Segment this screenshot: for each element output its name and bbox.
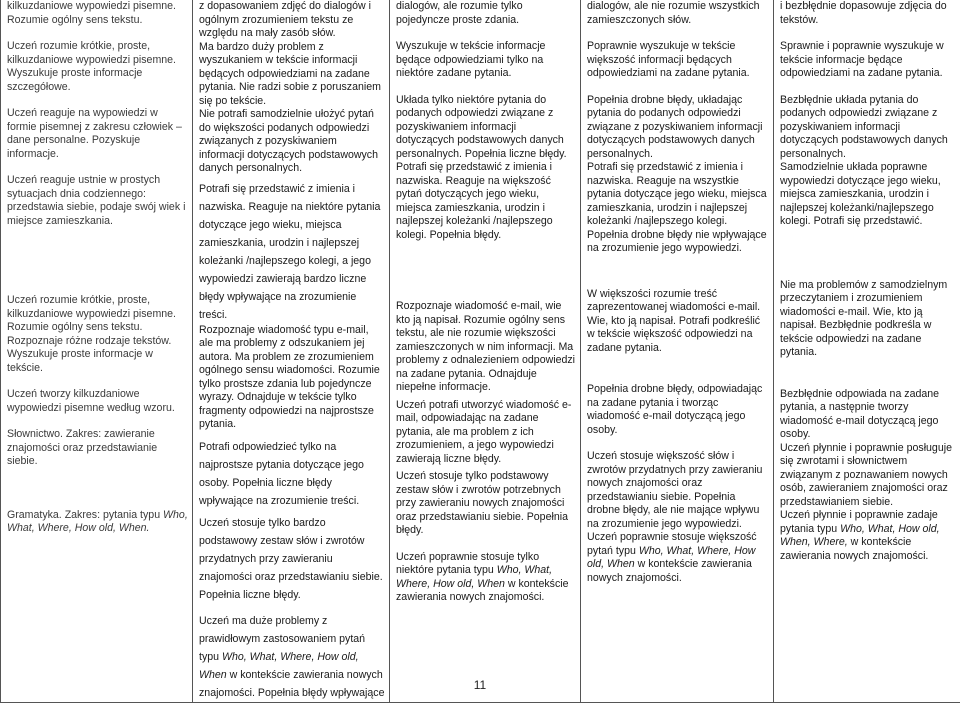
- requirement-text: Uczeń tworzy kilkuzdaniowe wypowiedzi pisemne według wzoru.: [7, 388, 188, 415]
- page-number: 11: [0, 678, 960, 692]
- requirement-text: Uczeń reaguje ustnie w prostych sytuacjach dnia codziennego: przedstawia siebie, podaje swój wiek i miejsce zamieszkania.: [7, 174, 188, 228]
- criterion-text: i bezbłędnie dopasowuje zdjęcia do tekstów.: [780, 0, 957, 27]
- requirements-column: [1, 0, 193, 702]
- criterion-part: Uczeń płynnie i poprawnie zadaje pytania typu: [780, 509, 938, 535]
- table-row: [1, 0, 960, 702]
- criterion-text: [396, 551, 576, 605]
- criterion-part: w kontekście zawierania nowych znajomości.: [780, 536, 928, 562]
- requirement-text: Słownictwo. Zakres: zawieranie znajomości oraz przedstawianie siebie.: [7, 428, 188, 469]
- criterion-text: Uczeń płynnie i poprawnie posługuje się zwrotami i słownictwem związanym z poznawaniem nowych osób, zawieraniem znajomości oraz przedstawianiem siebie.: [780, 442, 957, 510]
- criterion-text: Uczeń stosuje tylko podstawowy zestaw słów i zwrotów potrzebnych przy zawieraniu nowych znajomości oraz przedstawianiu siebie. Popełnia błędy.: [396, 470, 576, 538]
- criterion-text: Układa tylko niektóre pytania do podanych odpowiedzi związane z pozyskiwaniem informacji dotyczących podstawowych danych personalnych. Popełnia liczne błędy.: [396, 94, 576, 162]
- criterion-text: [587, 531, 769, 585]
- grade-column-5: [774, 0, 960, 702]
- requirement-text: Uczeń rozumie krótkie, proste, kilkuzdaniowe wypowiedzi pisemne. Wyszukuje proste informacje szczegółowe.: [7, 40, 188, 94]
- criterion-text: Poprawnie wyszukuje w tekście większość informacji będących odpowiedziami na zadane pytania.: [587, 40, 769, 81]
- criterion-text: Bezbłędnie układa pytania do podanych odpowiedzi związane z pozyskiwaniem informacji dotyczących podstawowych danych personalnych.: [780, 94, 957, 162]
- grade-column-2: [193, 0, 390, 702]
- criterion-part: Uczeń poprawnie stosuje tylko niektóre pytania typu: [396, 551, 539, 577]
- criterion-text: Bezbłędnie odpowiada na zadane pytania, a następnie tworzy wiadomość e-mail dotyczącą jego osoby.: [780, 388, 957, 442]
- criterion-text: Popełnia drobne błędy, odpowiadając na zadane pytania i tworząc wiadomość e-mail dotyczącą jego osoby.: [587, 383, 769, 437]
- grammar-label: Gramatyka. Zakres: pytania typu: [7, 509, 163, 521]
- criterion-text: Nie ma problemów z samodzielnym przeczytaniem i zrozumieniem wiadomości e-mail. Wie, kto ją napisał. Bezbłędnie podkreśla w tekście odpowiedzi na zadane pytania.: [780, 279, 957, 360]
- criterion-text: Uczeń stosuje większość słów i zwrotów przydatnych przy zawieraniu nowych znajomości oraz przedstawianiu siebie. Popełnia drobne błędy, ale nie mające wpływu na zrozumienie jego wypowiedzi.: [587, 450, 769, 531]
- criterion-part: w kontekście zawierania nowych znajomości.: [396, 578, 569, 604]
- criterion-text: Potrafi się przedstawić z imienia i nazwiska. Reaguje na wszystkie pytania dotyczące jego wieku, miejsca zamieszkania, urodzin i najlepszej koleżanki /najlepszego kolegi. Popełnia drobne błędy nie wpływające na zrozumienie jego wypowiedzi.: [587, 161, 769, 256]
- criterion-text: Sprawnie i poprawnie wyszukuje w tekście informacje będące odpowiedziami na zadane pytania.: [780, 40, 957, 81]
- criterion-text: dialogów, ale nie rozumie wszystkich zamieszczonych słów.: [587, 0, 769, 27]
- criterion-text: W większości rozumie treść zaprezentowanej wiadomości e-mail. Wie, kto ją napisał. Potrafi podkreślić w tekście większość odpowiedzi na zadane pytania.: [587, 288, 769, 356]
- criterion-part: Uczeń poprawnie stosuje większość pytań typu: [587, 531, 757, 557]
- criterion-text: [780, 509, 957, 563]
- requirement-text: Uczeń rozumie krótkie, proste, kilkuzdaniowe wypowiedzi pisemne. Rozumie ogólny sens tekstu. Rozpoznaje różne rodzaje tekstów. Wyszukuje proste informacje w tekście.: [7, 294, 188, 375]
- criterion-part: w kontekście zawierania nowych znajomości.: [587, 558, 752, 584]
- criterion-text: Uczeń potrafi utworzyć wiadomość e-mail, odpowiadając na zadane pytania, ale ma problem z ich zrozumieniem, a jego wypowiedzi zawierają liczne błędy.: [396, 399, 576, 467]
- question-words: Who, What, Where, How old, When: [199, 651, 359, 681]
- criterion-text: Nie potrafi samodzielnie ułożyć pytań do większości podanych odpowiedzi związanych z pozyskiwaniem informacji dotyczących podstawowych danych personalnych.: [199, 108, 385, 176]
- criterion-text: z dopasowaniem zdjęć do dialogów i ogólnym zrozumieniem tekstu ze względu na mały zasób słów.: [199, 0, 385, 41]
- criterion-text: Potrafi się przedstawić z imienia i nazwiska. Reaguje na większość pytań dotyczących jego wieku, miejsca zamieszkania, urodzin i najlepszej koleżanki /najlepszego kolegi. Popełnia błędy.: [396, 161, 576, 242]
- criterion-text: dialogów, ale rozumie tylko pojedyncze proste zdania.: [396, 0, 576, 27]
- criterion-text: Potrafi odpowiedzieć tylko na najprostsze pytania dotyczące jego osoby. Popełnia liczne błędy wpływające na zrozumienie treści.: [199, 438, 385, 510]
- criterion-text: Samodzielnie układa poprawne wypowiedzi dotyczące jego wieku, miejsca zamieszkania, urodzin i najlepszej koleżanki/najlepszego kolegi. Potrafi się przedstawić.: [780, 161, 957, 229]
- question-words: Who, What, Where, How old, When: [587, 545, 755, 571]
- grade-column-4: [581, 0, 774, 702]
- criterion-text: Uczeń stosuje tylko bardzo podstawowy zestaw słów i zwrotów przydatnych przy zawieraniu znajomości oraz przedstawianiu siebie. Popełnia liczne błędy.: [199, 514, 385, 604]
- criterion-text: Potrafi się przedstawić z imienia i nazwiska. Reaguje na niektóre pytania dotyczące jego wieku, miejsca zamieszkania, urodzin i najlepszej koleżanki /najlepszego kolegi, a jego wypowiedzi zawierają bardzo liczne błędy wpływające na zrozumienie treści.: [199, 180, 385, 324]
- criterion-text: Wyszukuje w tekście informacje będące odpowiedziami tylko na niektóre zadane pytania.: [396, 40, 576, 81]
- requirement-text: [7, 509, 188, 536]
- criterion-text: Rozpoznaje wiadomość e-mail, wie kto ją napisał. Rozumie ogólny sens tekstu, ale nie rozumie większości zamieszczonych w nim informacji. Ma problemy z odnalezieniem odpowiedzi na zadane pytania. Odnajduje niepełne informacje.: [396, 300, 576, 395]
- grade-column-3: [390, 0, 581, 702]
- question-words: Who, What, How old, When, Where,: [780, 523, 940, 549]
- criterion-text: Ma bardzo duży problem z wyszukaniem w tekście informacji będących odpowiedziami na zadane pytania. Nie radzi sobie z poruszaniem się po tekście.: [199, 41, 385, 109]
- criterion-part: Uczeń ma duże problemy z prawidłowym zastosowaniem pytań typu: [199, 615, 365, 663]
- criterion-text: Rozpoznaje wiadomość typu e-mail, ale ma problemy z odszukaniem jej autora. Ma problem ze zrozumieniem ogólnego sensu wiadomości. Rozumie tylko prostsze zdania lub pojedyncze wyrazy. Odnajduje w tekście tylko fragmenty odpowiedzi na najprostsze pytania.: [199, 324, 385, 432]
- requirement-text: kilkuzdaniowe wypowiedzi pisemne. Rozumie ogólny sens tekstu.: [7, 0, 188, 27]
- criterion-text: Popełnia drobne błędy, układając pytania do podanych odpowiedzi związane z pozyskiwaniem informacji dotyczących podstawowych danych personalnych.: [587, 94, 769, 162]
- requirement-text: Uczeń reaguje na wypowiedzi w formie pisemnej z zakresu człowiek – dane personalne. Pozyskuje informacje.: [7, 107, 188, 161]
- question-words: Who, What, Where, How old, When: [396, 564, 552, 590]
- question-words: Who, What, Where, How old, When.: [7, 509, 188, 535]
- criterion-part: w kontekście zawierania nowych znajomości. Popełnia błędy wpływające: [199, 669, 385, 699]
